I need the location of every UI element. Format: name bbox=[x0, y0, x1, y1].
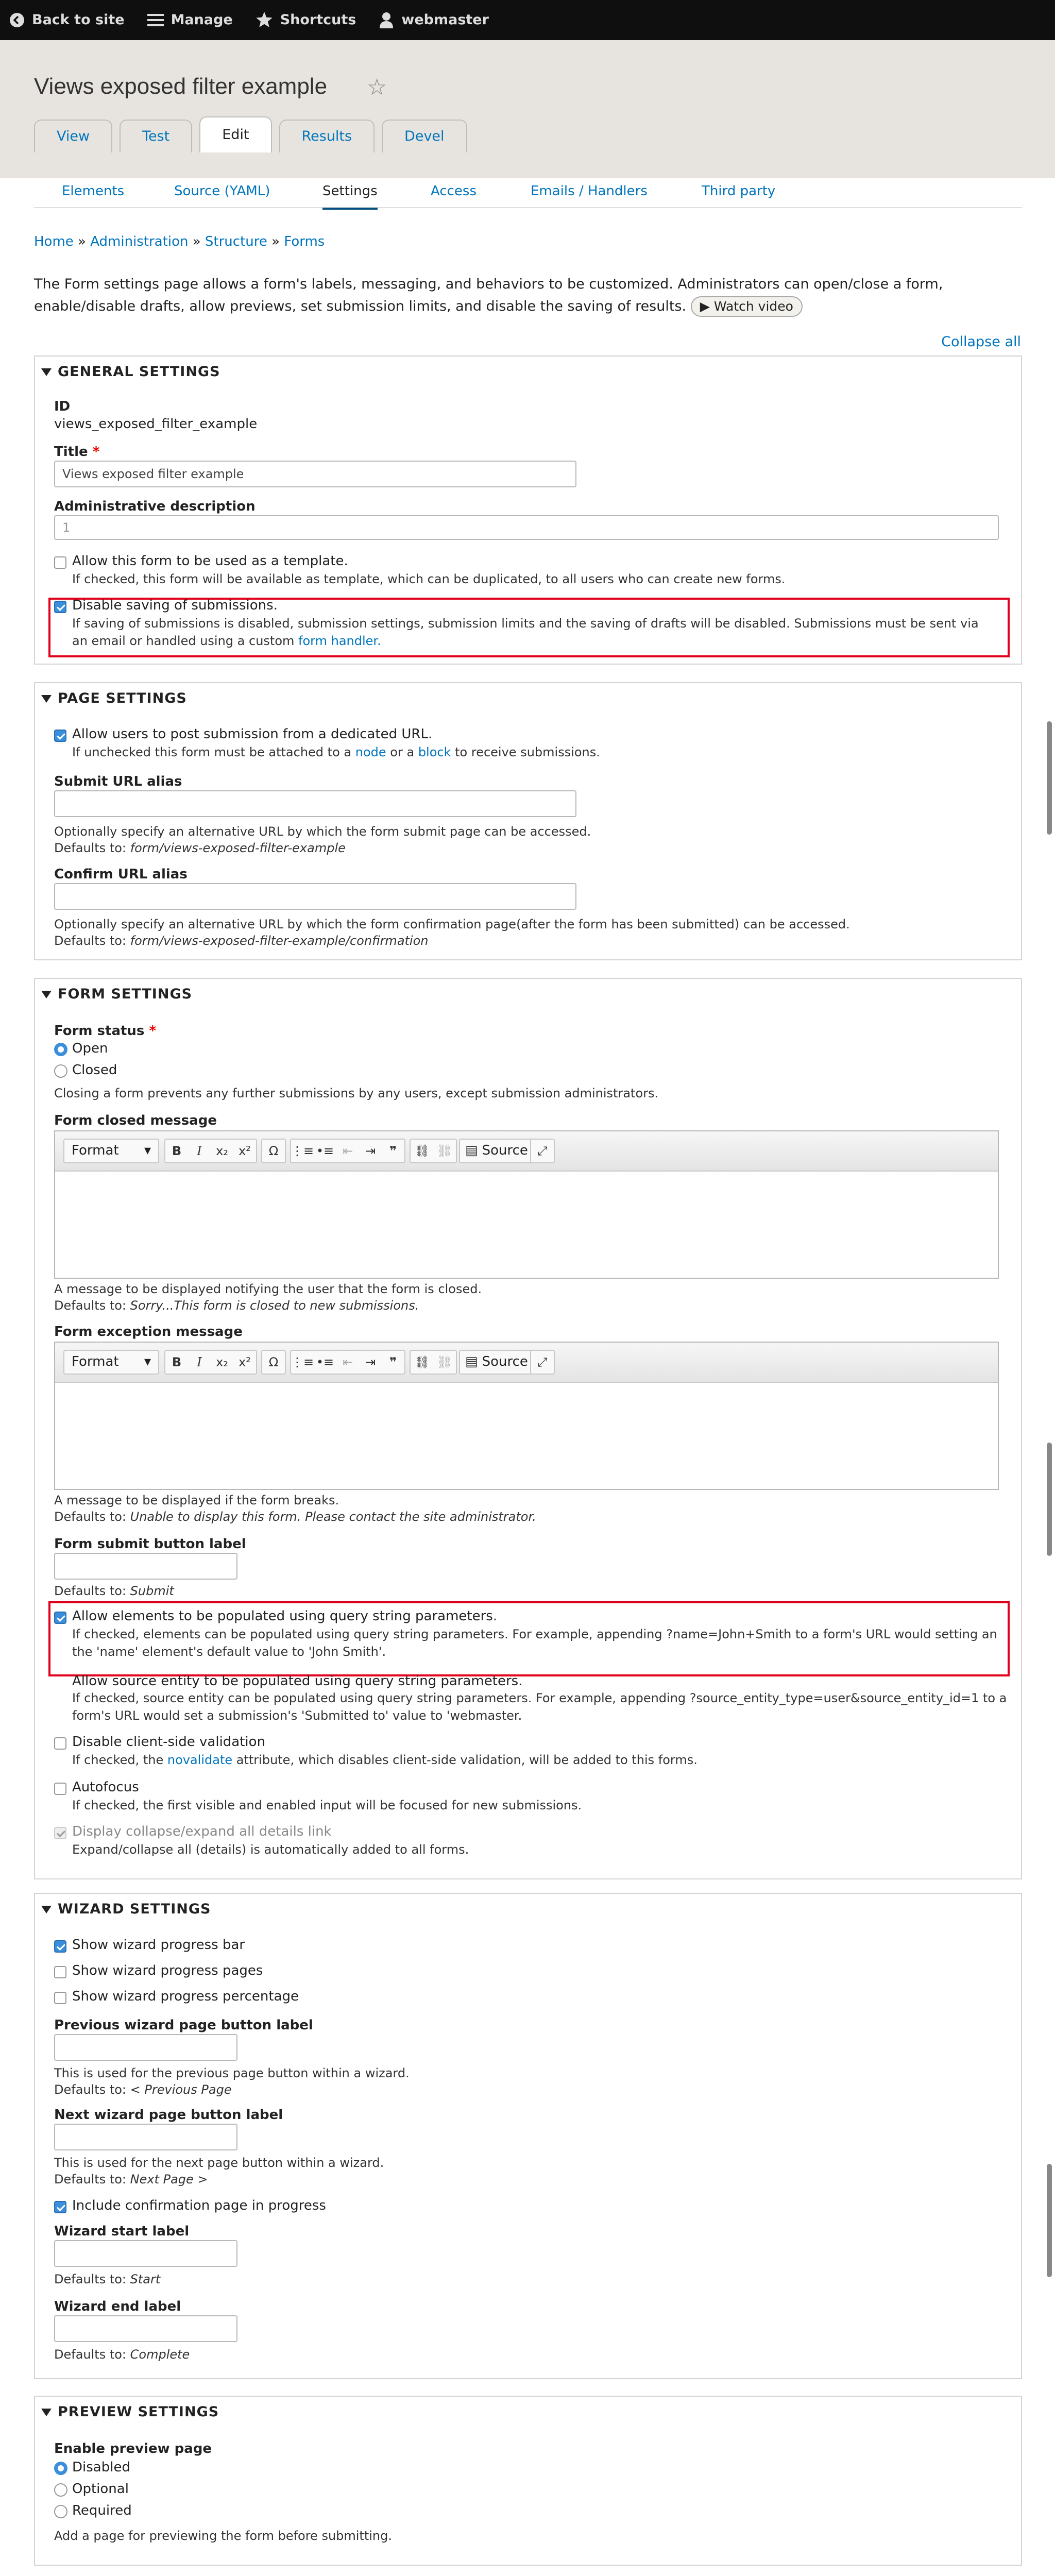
tab-elements[interactable]: Elements bbox=[62, 183, 125, 199]
submit-button-label-input[interactable] bbox=[54, 1553, 237, 1580]
preview-optional-radio[interactable] bbox=[54, 2483, 67, 2497]
special-char-group bbox=[261, 1139, 286, 1163]
prev-button-description: This is used for the previous page button within a wizard. bbox=[54, 2066, 410, 2080]
page-settings-title: PAGE SETTINGS bbox=[58, 690, 187, 706]
admin-toolbar bbox=[0, 0, 1055, 40]
wizard-progress-pages-label: Show wizard progress pages bbox=[72, 1963, 263, 1978]
source-label: Source bbox=[482, 1354, 528, 1370]
novalidate-link[interactable]: novalidate bbox=[167, 1753, 233, 1767]
exception-message-default-value: Unable to display this form. Please contact the site administrator. bbox=[130, 1510, 536, 1524]
preview-required-radio[interactable] bbox=[54, 2505, 67, 2518]
defaults-prefix: Defaults to: bbox=[54, 2172, 127, 2187]
preview-settings-title: PREVIEW SETTINGS bbox=[58, 2404, 219, 2420]
details-toggle-description: Expand/collapse all (details) is automatically added to all forms. bbox=[72, 1842, 469, 1857]
breadcrumb: Home » Administration » Structure » Forms bbox=[34, 234, 325, 249]
unlink-icon[interactable]: ⛓ bbox=[436, 1143, 453, 1158]
link-group bbox=[410, 1139, 457, 1163]
post-desc-or: or a bbox=[390, 745, 415, 759]
details-toggle-checkbox[interactable] bbox=[54, 1827, 66, 1839]
exception-message-description: A message to be displayed if the form breaks. bbox=[54, 1493, 339, 1507]
post-url-checkbox[interactable] bbox=[54, 730, 66, 742]
numbered-list-icon[interactable]: ⋮≡ bbox=[291, 1354, 314, 1369]
preview-label: Enable preview page bbox=[54, 2441, 212, 2456]
unlink-icon[interactable]: ⛓ bbox=[436, 1354, 453, 1369]
tab-third-party[interactable]: Third party bbox=[702, 183, 776, 199]
query-string-label: Allow elements to be populated using query string parameters. bbox=[72, 1608, 498, 1624]
triangle-down-icon bbox=[41, 695, 52, 703]
novalidate-description bbox=[72, 1752, 697, 1769]
novalidate-desc-a: If checked, the bbox=[72, 1753, 164, 1767]
tab-source-yaml[interactable]: Source (YAML) bbox=[174, 183, 270, 199]
prev-button-label-label: Previous wizard page button label bbox=[54, 2018, 313, 2033]
query-string-description-1: If checked, elements can be populated using query string parameters. For example, appending ?name=John+Smith to a form's URL would setting an bbox=[72, 1627, 997, 1641]
disable-saving-label: Disable saving of submissions. bbox=[72, 598, 278, 613]
status-closed-label: Closed bbox=[72, 1062, 117, 1078]
next-button-label-input[interactable] bbox=[54, 2124, 237, 2150]
back-to-site-link[interactable] bbox=[9, 11, 125, 29]
omega-icon[interactable]: Ω bbox=[268, 1354, 279, 1369]
link-icon[interactable]: ⛓ bbox=[414, 1354, 430, 1369]
blockquote-icon[interactable]: ❞ bbox=[389, 1143, 397, 1158]
maximize-group bbox=[530, 1139, 555, 1163]
format-label: Format bbox=[72, 1354, 119, 1370]
general-settings-legend[interactable] bbox=[41, 363, 220, 381]
tab-settings[interactable]: Settings bbox=[322, 182, 378, 200]
defaults-prefix: Defaults to: bbox=[54, 2347, 127, 2362]
admin-description-input[interactable]: 1 bbox=[54, 515, 999, 540]
submit-alias-default-value: form/views-exposed-filter-example bbox=[130, 841, 346, 855]
indent-icon[interactable]: ⇥ bbox=[365, 1354, 376, 1369]
source-entity-description-2: form's URL would set a submission's 'Submitted to' value to 'webmaster. bbox=[72, 1708, 522, 1723]
scrollbar-thumb[interactable] bbox=[1047, 1443, 1052, 1556]
autofocus-label: Autofocus bbox=[72, 1780, 139, 1795]
submit-button-default bbox=[54, 1583, 174, 1599]
closed-message-label: Form closed message bbox=[54, 1113, 217, 1128]
next-button-default-value: Next Page > bbox=[130, 2172, 208, 2187]
wizard-start-label-input[interactable] bbox=[54, 2240, 237, 2267]
next-button-label-label: Next wizard page button label bbox=[54, 2107, 283, 2123]
template-label: Allow this form to be used as a template. bbox=[72, 553, 348, 569]
form-settings-legend[interactable] bbox=[41, 985, 192, 1004]
manage-tab[interactable] bbox=[147, 11, 233, 29]
disable-saving-checkbox[interactable] bbox=[54, 601, 66, 613]
submit-alias-description: Optionally specify an alternative URL by which the form submit page can be accessed. bbox=[54, 824, 591, 839]
superscript-icon[interactable]: x² bbox=[239, 1354, 251, 1369]
tab-devel[interactable]: Devel bbox=[382, 120, 467, 152]
closed-message-editor[interactable] bbox=[54, 1130, 999, 1279]
manage-label: Manage bbox=[171, 11, 233, 28]
source-button[interactable] bbox=[459, 1139, 534, 1163]
id-label: ID bbox=[54, 399, 71, 414]
person-icon bbox=[379, 12, 394, 28]
wizard-progress-bar-checkbox[interactable] bbox=[54, 1940, 66, 1953]
submit-button-default-value: Submit bbox=[130, 1584, 174, 1598]
preview-optional-label: Optional bbox=[72, 2481, 129, 2497]
status-closed-radio[interactable] bbox=[54, 1064, 67, 1078]
post-url-description bbox=[72, 744, 600, 761]
query-string-description-2: the 'name' element's default value to 'John Smith'. bbox=[72, 1645, 386, 1659]
menu-icon bbox=[147, 13, 164, 27]
outdent-icon[interactable]: ⇤ bbox=[342, 1143, 353, 1158]
defaults-prefix: Defaults to: bbox=[54, 1298, 127, 1313]
triangle-down-icon bbox=[41, 368, 52, 376]
source-label: Source bbox=[482, 1143, 528, 1159]
post-desc-b: to receive submissions. bbox=[455, 745, 600, 759]
star-icon bbox=[256, 12, 273, 28]
omega-icon[interactable]: Ω bbox=[268, 1143, 279, 1158]
autofocus-description: If checked, the first visible and enabled input will be focused for new submissions. bbox=[72, 1798, 582, 1812]
tab-test[interactable]: Test bbox=[120, 120, 192, 152]
wizard-end-default-value: Complete bbox=[130, 2347, 190, 2362]
page-title: Views exposed filter example bbox=[34, 74, 328, 99]
disable-saving-desc-text: an email or handled using a custom bbox=[72, 634, 295, 648]
title-label-text: Title bbox=[54, 444, 88, 460]
node-link[interactable]: node bbox=[355, 745, 386, 759]
confirm-alias-input[interactable] bbox=[54, 883, 576, 910]
scrollbar-thumb[interactable] bbox=[1047, 721, 1052, 835]
breadcrumb-forms[interactable]: Forms bbox=[284, 234, 325, 249]
confirm-alias-default-value: form/views-exposed-filter-example/confirmation bbox=[130, 934, 429, 948]
confirm-alias-description: Optionally specify an alternative URL by which the form confirmation page(after the form has been submitted) can be accessed. bbox=[54, 917, 850, 931]
maximize-icon[interactable]: ⤢ bbox=[537, 1143, 548, 1158]
watch-video-button[interactable]: ▶ Watch video bbox=[691, 296, 803, 317]
basic-styles-group bbox=[164, 1350, 257, 1375]
indent-icon[interactable]: ⇥ bbox=[365, 1143, 376, 1158]
confirm-alias-default bbox=[54, 933, 429, 949]
template-description: If checked, this form will be available as template, which can be duplicated, to all users who can create new forms. bbox=[72, 572, 786, 586]
wizard-start-default-value: Start bbox=[130, 2272, 161, 2286]
tab-access[interactable]: Access bbox=[431, 183, 477, 199]
tab-view[interactable]: View bbox=[34, 120, 112, 152]
disable-saving-description-1: If saving of submissions is disabled, submission settings, submission limits and the saving of drafts will be disabled. Submissions must be sent via bbox=[72, 616, 979, 631]
maximize-icon[interactable]: ⤢ bbox=[537, 1354, 548, 1369]
defaults-prefix: Defaults to: bbox=[54, 1584, 127, 1598]
closed-message-default-value: Sorry...This form is closed to new submissions. bbox=[130, 1298, 419, 1313]
post-url-label: Allow users to post submission from a dedicated URL. bbox=[72, 726, 433, 742]
format-dropdown[interactable] bbox=[63, 1350, 159, 1375]
query-string-checkbox[interactable] bbox=[54, 1612, 66, 1624]
closed-message-default bbox=[54, 1297, 419, 1314]
id-value: views_exposed_filter_example bbox=[54, 416, 258, 432]
exception-message-default bbox=[54, 1509, 536, 1525]
wizard-end-default bbox=[54, 2346, 190, 2363]
italic-icon[interactable]: I bbox=[197, 1143, 202, 1158]
wizard-end-label-label: Wizard end label bbox=[54, 2299, 181, 2314]
template-checkbox[interactable] bbox=[54, 556, 66, 569]
bullet-list-icon[interactable]: •≡ bbox=[316, 1143, 334, 1158]
submit-alias-input[interactable] bbox=[54, 790, 576, 817]
preview-disabled-label: Disabled bbox=[72, 2460, 130, 2475]
form-status-label bbox=[54, 1022, 156, 1040]
preview-settings-legend[interactable] bbox=[41, 2403, 219, 2421]
wizard-end-label-input[interactable] bbox=[54, 2315, 237, 2342]
superscript-icon[interactable]: x² bbox=[239, 1143, 251, 1158]
primary-tabs bbox=[34, 120, 467, 152]
next-button-description: This is used for the next page button within a wizard. bbox=[54, 2156, 384, 2170]
preview-description: Add a page for previewing the form before submitting. bbox=[54, 2529, 393, 2543]
submit-alias-default bbox=[54, 840, 346, 856]
wizard-start-label-label: Wizard start label bbox=[54, 2224, 190, 2239]
next-button-default bbox=[54, 2171, 208, 2188]
submit-button-label-label: Form submit button label bbox=[54, 1536, 246, 1552]
form-status-label-text: Form status bbox=[54, 1023, 145, 1039]
triangle-down-icon bbox=[41, 991, 52, 998]
bold-icon[interactable]: B bbox=[172, 1143, 182, 1158]
star-outline-icon[interactable]: ☆ bbox=[367, 74, 387, 100]
wizard-progress-percentage-label: Show wizard progress percentage bbox=[72, 1989, 299, 2004]
status-open-radio[interactable] bbox=[54, 1043, 67, 1056]
italic-icon[interactable]: I bbox=[197, 1354, 202, 1369]
wizard-settings-legend[interactable] bbox=[41, 1900, 211, 1919]
outdent-icon[interactable]: ⇤ bbox=[342, 1354, 353, 1369]
wizard-start-default bbox=[54, 2271, 160, 2287]
basic-styles-group bbox=[164, 1139, 257, 1163]
post-desc-a: If unchecked this form must be attached to a bbox=[72, 745, 352, 759]
defaults-prefix: Defaults to: bbox=[54, 2272, 127, 2286]
title-input[interactable]: Views exposed filter example bbox=[54, 461, 576, 487]
defaults-prefix: Defaults to: bbox=[54, 1510, 127, 1524]
bold-icon[interactable]: B bbox=[172, 1354, 182, 1369]
form-handler-link[interactable]: form handler. bbox=[298, 634, 381, 648]
scrollbar-thumb[interactable] bbox=[1047, 2164, 1052, 2277]
wizard-progress-bar-label: Show wizard progress bar bbox=[72, 1937, 245, 1953]
bullet-list-icon[interactable]: •≡ bbox=[316, 1354, 334, 1369]
collapse-all-link[interactable]: Collapse all bbox=[941, 334, 1021, 350]
shortcuts-label: Shortcuts bbox=[280, 11, 356, 28]
secondary-tabs bbox=[34, 178, 1022, 208]
document-icon: ▤ bbox=[465, 1354, 478, 1370]
wizard-progress-pages-checkbox[interactable] bbox=[54, 1966, 66, 1978]
exception-message-label: Form exception message bbox=[54, 1324, 243, 1340]
prev-button-default-value: < Previous Page bbox=[130, 2082, 232, 2097]
shortcuts-tab[interactable] bbox=[256, 11, 356, 29]
defaults-prefix: Defaults to: bbox=[54, 841, 127, 855]
format-label: Format bbox=[72, 1143, 119, 1159]
triangle-down-icon bbox=[41, 1906, 52, 1913]
tab-results[interactable]: Results bbox=[279, 120, 375, 152]
intro-description: The Form settings page allows a form's labels, messaging, and behaviors to be customized. Administrators can open/close a form, enable/disable drafts, allow previews, set submission limits, and disable the saving of results. bbox=[34, 276, 943, 314]
novalidate-label: Disable client-side validation bbox=[72, 1734, 266, 1750]
arrow-left-circle-icon bbox=[9, 12, 25, 28]
triangle-down-icon bbox=[41, 2409, 52, 2416]
confirm-alias-label: Confirm URL alias bbox=[54, 867, 188, 882]
list-group bbox=[290, 1139, 405, 1163]
page-header bbox=[0, 40, 1055, 178]
subscript-icon[interactable]: x₂ bbox=[216, 1354, 228, 1369]
tab-emails-handlers[interactable]: Emails / Handlers bbox=[531, 183, 648, 199]
page-settings-legend[interactable] bbox=[41, 689, 187, 708]
caret-down-icon: ▾ bbox=[144, 1354, 151, 1370]
required-marker: * bbox=[92, 444, 100, 460]
prev-button-default bbox=[54, 2081, 232, 2098]
back-to-site-label: Back to site bbox=[32, 11, 125, 28]
subscript-icon[interactable]: x₂ bbox=[216, 1143, 228, 1158]
wizard-progress-percentage-checkbox[interactable] bbox=[54, 1992, 66, 2004]
preview-disabled-radio[interactable] bbox=[54, 2462, 67, 2475]
include-confirmation-checkbox[interactable] bbox=[54, 2201, 66, 2213]
maximize-group bbox=[530, 1350, 555, 1375]
title-label bbox=[54, 443, 99, 461]
format-dropdown[interactable] bbox=[63, 1139, 159, 1163]
source-button[interactable] bbox=[459, 1350, 534, 1375]
numbered-list-icon[interactable]: ⋮≡ bbox=[291, 1143, 314, 1158]
source-entity-label: Allow source entity to be populated using query string parameters. bbox=[72, 1673, 523, 1689]
caret-down-icon: ▾ bbox=[144, 1143, 151, 1159]
status-description: Closing a form prevents any further submissions by any users, except submission administrators. bbox=[54, 1086, 659, 1100]
prev-button-label-input[interactable] bbox=[54, 2034, 237, 2061]
intro-text bbox=[34, 273, 1013, 317]
wizard-settings-title: WIZARD SETTINGS bbox=[58, 1901, 211, 1917]
closed-message-description: A message to be displayed notifying the user that the form is closed. bbox=[54, 1282, 482, 1296]
tab-edit[interactable]: Edit bbox=[199, 116, 271, 152]
preview-required-label: Required bbox=[72, 2503, 132, 2518]
list-group bbox=[290, 1350, 405, 1375]
novalidate-desc-b: attribute, which disables client-side validation, will be added to this forms. bbox=[236, 1753, 697, 1767]
form-settings-title: FORM SETTINGS bbox=[58, 986, 193, 1002]
exception-message-editor[interactable] bbox=[54, 1342, 999, 1490]
required-marker: * bbox=[149, 1023, 157, 1039]
document-icon: ▤ bbox=[465, 1143, 478, 1159]
user-label: webmaster bbox=[401, 11, 489, 28]
novalidate-checkbox[interactable] bbox=[54, 1737, 66, 1750]
source-entity-description-1: If checked, source entity can be populated using query string parameters. For example, appending ?source_entity_type=user&source_entity_id=1 to a bbox=[72, 1691, 1007, 1705]
blockquote-icon[interactable]: ❞ bbox=[389, 1354, 397, 1369]
block-link[interactable]: block bbox=[418, 745, 451, 759]
include-confirmation-label: Include confirmation page in progress bbox=[72, 2198, 326, 2213]
defaults-prefix: Defaults to: bbox=[54, 2082, 127, 2097]
user-tab[interactable] bbox=[379, 11, 489, 29]
general-settings-title: GENERAL SETTINGS bbox=[58, 364, 220, 380]
link-icon[interactable]: ⛓ bbox=[414, 1143, 430, 1158]
disable-saving-description-2 bbox=[72, 633, 381, 650]
editor-toolbar bbox=[55, 1343, 998, 1383]
breadcrumb-administration[interactable]: Administration bbox=[90, 234, 189, 249]
autofocus-checkbox[interactable] bbox=[54, 1783, 66, 1795]
status-open-label: Open bbox=[72, 1041, 108, 1056]
editor-toolbar bbox=[55, 1131, 998, 1172]
defaults-prefix: Defaults to: bbox=[54, 934, 127, 948]
admin-description-label: Administrative description bbox=[54, 499, 256, 514]
submit-alias-label: Submit URL alias bbox=[54, 774, 182, 789]
breadcrumb-home[interactable]: Home bbox=[34, 234, 74, 249]
details-toggle-label: Display collapse/expand all details link bbox=[72, 1824, 332, 1839]
special-char-group bbox=[261, 1350, 286, 1375]
breadcrumb-structure[interactable]: Structure bbox=[205, 234, 267, 249]
link-group bbox=[410, 1350, 457, 1375]
